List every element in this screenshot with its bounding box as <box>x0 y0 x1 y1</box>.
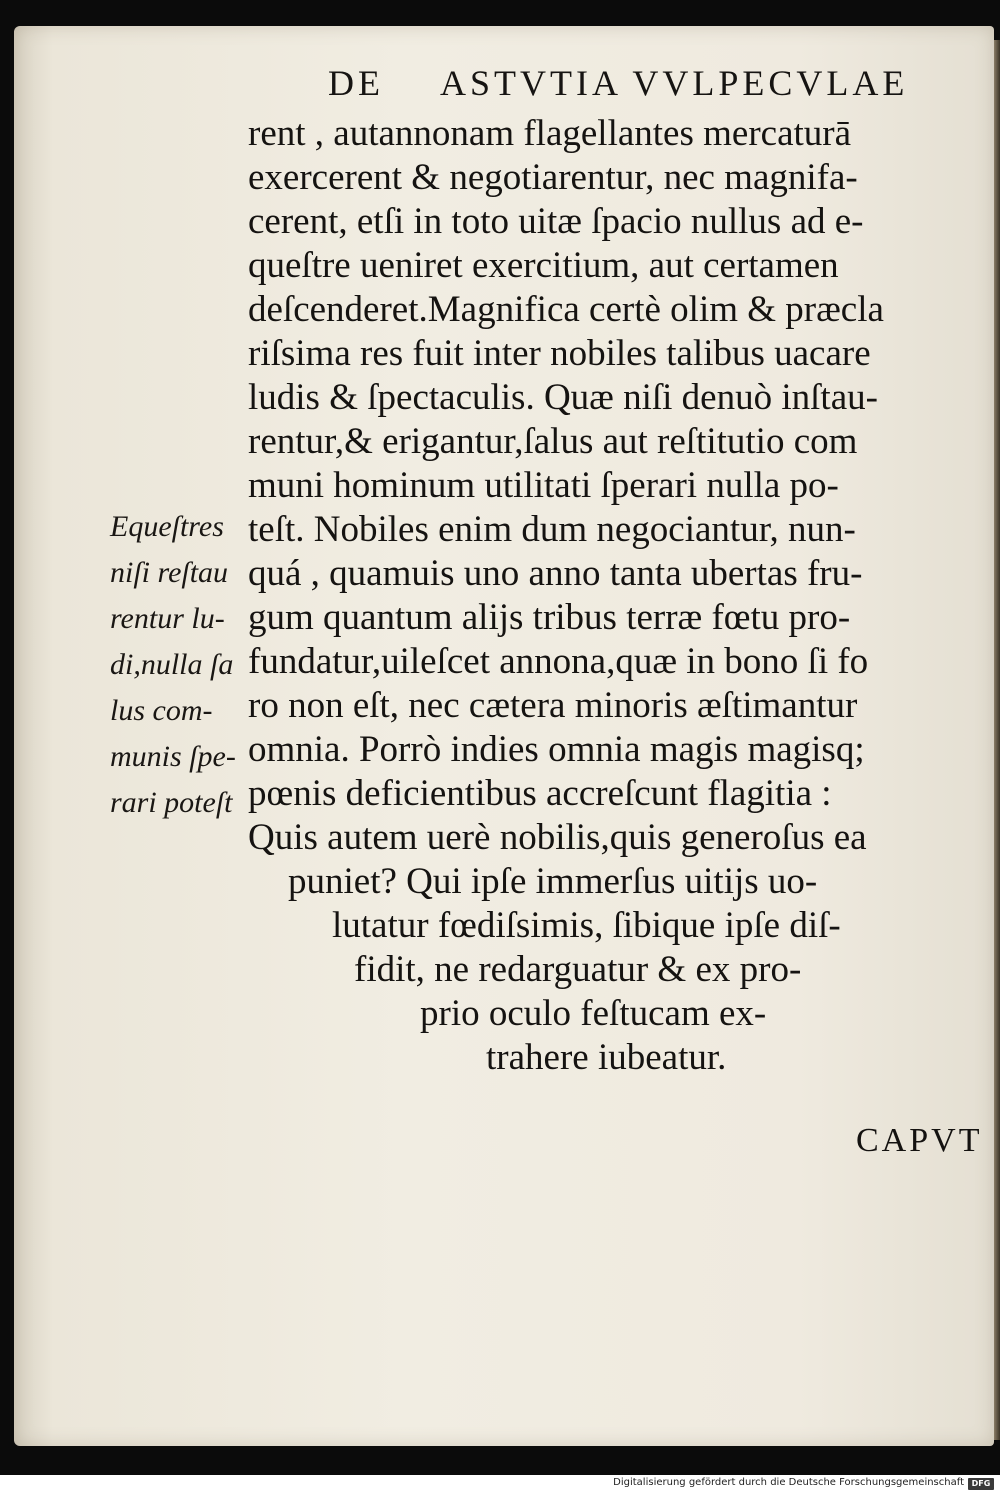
body-line: muni hominum utilitati ſperari nulla po- <box>248 465 839 506</box>
page-edge <box>994 40 1000 1440</box>
body-line: teſt. Nobiles enim dum negociantur, nun- <box>248 509 856 550</box>
body-line: puniet? Qui ipſe immerſus uitijs uo- <box>288 861 818 902</box>
body-line: omnia. Porrò indies omnia magis magisq; <box>248 729 865 770</box>
margin-note-line: munis ſpe- <box>110 740 236 773</box>
body-line: lutatur fœdiſsimis, ſibique ipſe diſ- <box>332 905 841 946</box>
body-line: riſsima res fuit inter nobiles talibus uacare <box>248 333 871 374</box>
body-line: fidit, ne redarguatur & ex pro- <box>354 949 802 990</box>
margin-note-line: lus com- <box>110 694 213 727</box>
margin-note-line: rari poteſt <box>110 786 233 819</box>
dfg-logo: DFG <box>968 1478 994 1490</box>
running-head-left: DE <box>328 63 384 103</box>
body-line: fundatur,uileſcet annona,quæ in bono ſi fo <box>248 641 869 682</box>
body-line: rentur,& erigantur,ſalus aut reſtitutio com <box>248 421 858 462</box>
body-line: exercerent & negotiarentur, nec magnifa- <box>248 157 858 198</box>
margin-note-line: Equeſtres <box>110 510 224 543</box>
margin-note-line: niſi reſtau <box>110 556 229 589</box>
footer-bar <box>0 1475 1000 1495</box>
body-line: gum quantum alijs tribus terræ fœtu pro- <box>248 597 851 638</box>
body-line: Quis autem uerè nobilis,quis generoſus ea <box>248 817 867 858</box>
margin-note <box>110 504 250 826</box>
running-head-right: ASTVTIA VVLPECVLAE <box>440 63 909 103</box>
catchword: CAPVT <box>856 1122 983 1159</box>
footer-credit: Digitalisierung gefördert durch die Deutsche Forschungsgemeinschaft <box>613 1477 964 1488</box>
body-line: rent , autannonam flagellantes mercaturā <box>248 113 852 154</box>
body-line: quá , quamuis uno anno tanta ubertas fru- <box>248 553 863 594</box>
body-line: prio oculo feſtucam ex- <box>420 993 767 1034</box>
body-line: cerent, etſi in toto uitæ ſpacio nullus ad e- <box>248 201 864 242</box>
body-line: pœnis deficientibus accreſcunt flagitia : <box>248 773 832 814</box>
margin-note-line: rentur lu- <box>110 602 225 635</box>
body-line: ludis & ſpectaculis. Quæ niſi denuò inſtau- <box>248 377 878 418</box>
body-text <box>248 112 994 1080</box>
body-line: trahere iubeatur. <box>486 1037 727 1078</box>
margin-note-line: di,nulla ſa <box>110 648 234 681</box>
body-line: queſtre ueniret exercitium, aut certamen <box>248 245 839 286</box>
body-line: ro non eſt, nec cætera minoris æſtimantur <box>248 685 858 726</box>
body-line: deſcenderet.Magnifica certè olim & præcla <box>248 289 884 330</box>
running-head <box>316 56 916 112</box>
